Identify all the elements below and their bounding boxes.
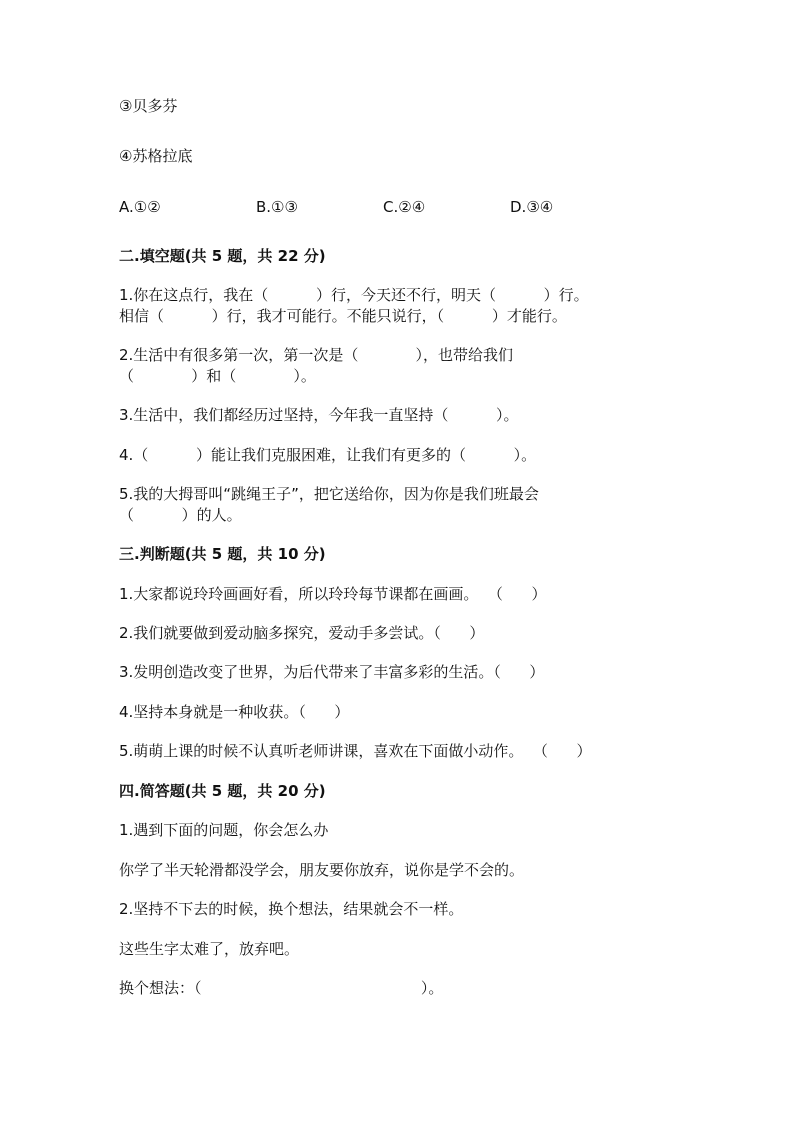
option-item-4: ④苏格拉底 bbox=[119, 147, 193, 165]
fill-question-5: 5.我的大拇哥叫“跳绳王子”，把它送给你，因为你是我们班最会 bbox=[119, 485, 539, 503]
choice-c: C.②④ bbox=[383, 198, 426, 216]
fill-question-1-cont: 相信（ ）行，我才可能行。不能只说行，（ ）才能行。 bbox=[119, 307, 567, 325]
short-question-2-scenario: 这些生字太难了，放弃吧。 bbox=[119, 940, 300, 958]
choice-b: B.①③ bbox=[256, 198, 298, 216]
answer-choices bbox=[119, 197, 719, 217]
fill-question-3: 3.生活中，我们都经历过坚持，今年我一直坚持（ ）。 bbox=[119, 406, 519, 424]
option-item-3: ③贝多芬 bbox=[119, 97, 178, 115]
short-question-2: 2.坚持不下去的时候，换个想法，结果就会不一样。 bbox=[119, 900, 464, 918]
judge-question-2: 2.我们就要做到爱动脑多探究，爱动手多尝试。（ ） bbox=[119, 624, 485, 642]
fill-question-1: 1.你在这点行，我在（ ）行，今天还不行，明天（ ）行。 bbox=[119, 286, 589, 304]
judge-section-heading: 三.判断题(共 5 题，共 10 分) bbox=[119, 545, 326, 563]
short-section-heading: 四.简答题(共 5 题，共 20 分) bbox=[119, 782, 326, 800]
fill-section-heading: 二.填空题(共 5 题，共 22 分) bbox=[119, 247, 326, 265]
choice-d: D.③④ bbox=[510, 198, 554, 216]
choice-a: A.①② bbox=[119, 198, 161, 216]
judge-question-5: 5.萌萌上课的时候不认真听老师讲课，喜欢在下面做小动作。 （ ） bbox=[119, 742, 592, 760]
judge-question-4: 4.坚持本身就是一种收获。（ ） bbox=[119, 703, 350, 721]
judge-question-3: 3.发明创造改变了世界，为后代带来了丰富多彩的生活。（ ） bbox=[119, 663, 545, 681]
short-question-1-scenario: 你学了半天轮滑都没学会，朋友要你放弃，说你是学不会的。 bbox=[119, 861, 525, 879]
fill-question-4: 4.（ ）能让我们克服困难，让我们有更多的（ ）。 bbox=[119, 446, 537, 464]
fill-question-2-cont: （ ）和（ ）。 bbox=[119, 367, 316, 385]
fill-question-2: 2.生活中有很多第一次，第一次是（ ），也带给我们 bbox=[119, 346, 514, 364]
short-question-1: 1.遇到下面的问题，你会怎么办 bbox=[119, 821, 329, 839]
short-question-2-answer: 换个想法：（ ）。 bbox=[119, 979, 444, 997]
judge-question-1: 1.大家都说玲玲画画好看，所以玲玲每节课都在画画。 （ ） bbox=[119, 585, 547, 603]
fill-question-5-cont: （ ）的人。 bbox=[119, 506, 242, 524]
